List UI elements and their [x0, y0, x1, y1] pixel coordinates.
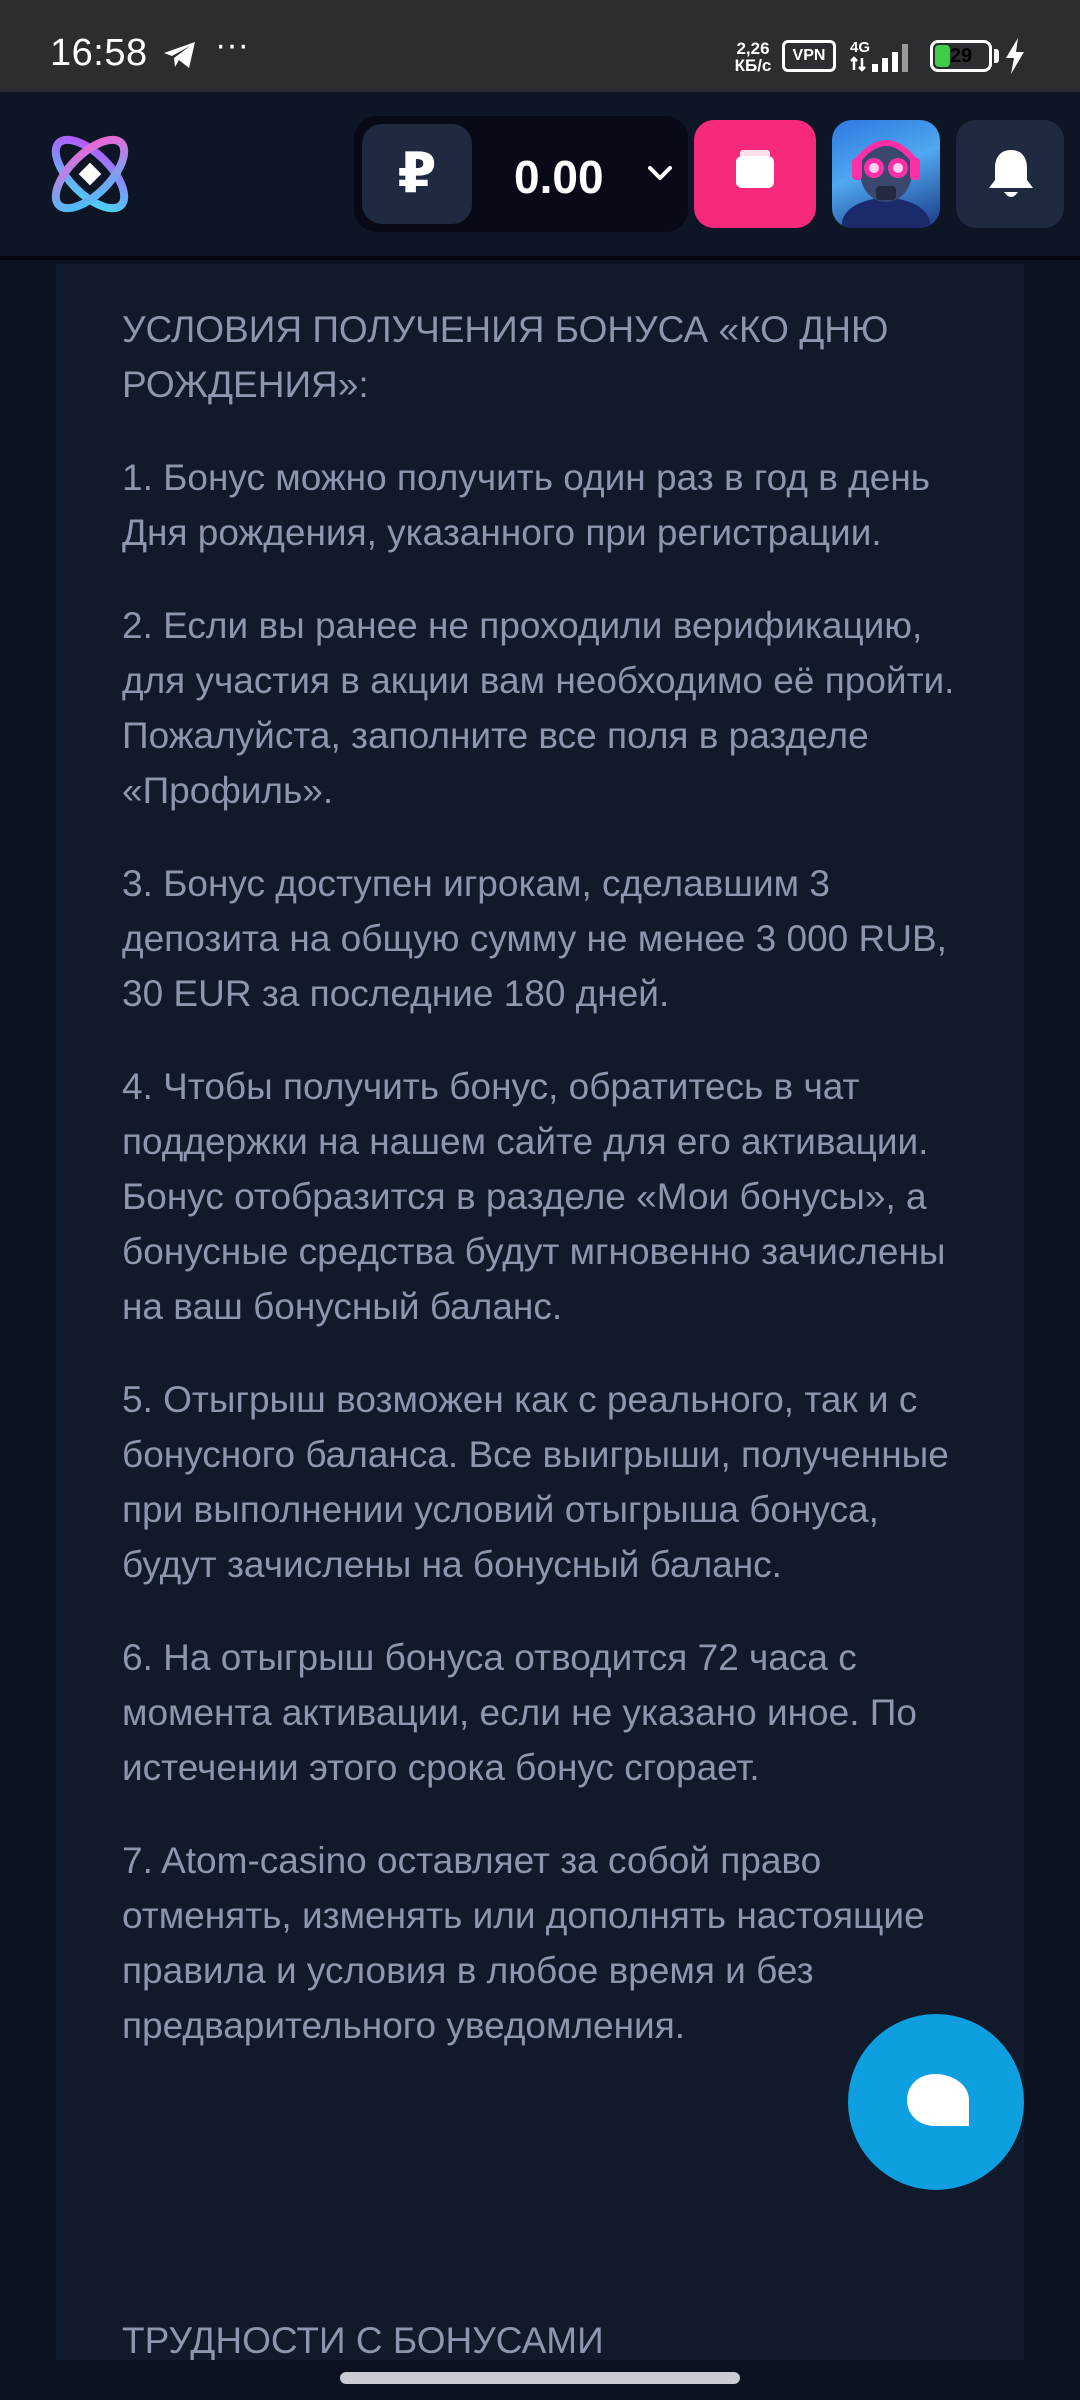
status-time: 16:58	[50, 32, 148, 74]
avatar-image	[832, 120, 940, 228]
signal-icon	[848, 38, 918, 74]
network-type: 4G	[850, 39, 871, 56]
bell-icon	[986, 146, 1036, 202]
wallet-balance[interactable]	[354, 116, 688, 232]
network-speed-unit: КБ/с	[734, 56, 772, 75]
battery-icon	[930, 40, 992, 72]
rule-item-1: 1. Бонус можно получить один раз в год в день Дня рождения, указанного при регистрации.	[122, 457, 931, 553]
rule-item-2: 2. Если вы ранее не проходили верификацию, для участия в акции вам необходимо её пройти. Пожалуйста, заполните все поля в разделе «Профиль».	[122, 605, 955, 811]
wallet-icon	[736, 156, 774, 188]
avatar[interactable]	[832, 120, 940, 228]
status-bar	[0, 0, 1080, 92]
network-speed-value: 2,26	[736, 39, 770, 58]
currency-button[interactable]: ₽	[362, 124, 472, 224]
section-heading: УСЛОВИЯ ПОЛУЧЕНИЯ БОНУСА «КО ДНЮ РОЖДЕНИЯ»:	[122, 309, 889, 405]
battery-tip	[994, 49, 999, 63]
next-section-heading: ТРУДНОСТИ С БОНУСАМИ	[122, 2320, 604, 2360]
telegram-icon	[162, 40, 198, 70]
balance-amount: 0.00	[514, 151, 604, 203]
rule-item-3: 3. Бонус доступен игрокам, сделавшим 3 депозита на общую сумму не менее 3 000 RUB, 30 EUR за последние 180 дней.	[122, 863, 947, 1014]
atom-logo[interactable]	[40, 124, 140, 224]
charging-icon	[1004, 38, 1026, 74]
chat-bubble-icon	[905, 2072, 971, 2132]
chevron-down-icon[interactable]	[646, 162, 674, 184]
support-chat-button[interactable]	[848, 2014, 1024, 2190]
rule-item-6: 6. На отыгрыш бонуса отводится 72 часа с момента активации, если не указано иное. По истечении этого срока бонус сгорает.	[122, 1637, 917, 1788]
notifications-button[interactable]	[956, 120, 1064, 228]
more-notifications-icon: ···	[215, 26, 249, 64]
home-indicator[interactable]	[340, 2372, 740, 2384]
deposit-button[interactable]	[694, 120, 816, 228]
battery-percent: 29	[949, 45, 973, 67]
network-speed	[728, 40, 778, 74]
app-header	[0, 92, 1080, 260]
rule-item-7: 7. Atom-casino оставляет за собой право отменять, изменять или дополнять настоящие правила и условия в любое время и без предварительного уведомления.	[122, 1840, 925, 2046]
vpn-badge: VPN	[782, 40, 836, 72]
system-nav-bar	[0, 2360, 1080, 2400]
bonus-terms-text	[122, 302, 982, 2091]
rule-item-4: 4. Чтобы получить бонус, обратитесь в чат поддержки на нашем сайте для его активации. Бонус отобразится в разделе «Мои бонусы», а бонусные средства будут мгновенно зачислены на ваш бонусный баланс.	[122, 1066, 946, 1327]
rule-item-5: 5. Отыгрыш возможен как с реального, так и с бонусного баланса. Все выигрыши, полученные при выполнении условий отыгрыша бонуса, будут зачислены на бонусный баланс.	[122, 1379, 949, 1585]
